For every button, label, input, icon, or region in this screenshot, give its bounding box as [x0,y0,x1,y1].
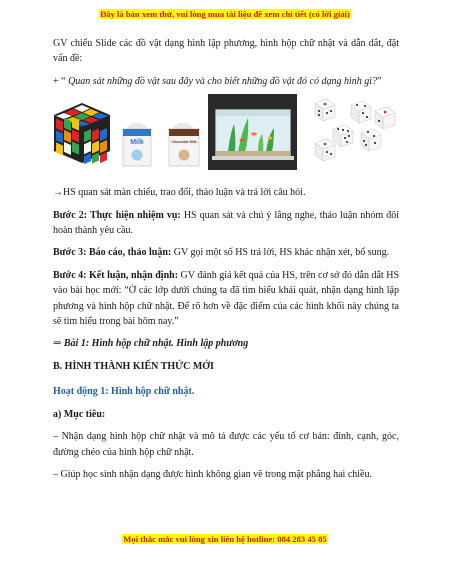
quote-close: ” [377,75,382,87]
step-3-text: GV gọi một số HS trả lời, HS khác nhận xét, bổ sung. [171,247,390,259]
intro-paragraph: GV chiếu Slide các đồ vật dạng hình lập phương, hình hộp chữ nhật và dẫn dắt, đặt vấn đề: [53,38,399,65]
objective-item-1: – Nhận dạng hình hộp chữ nhật và mô tả được các yếu tố cơ bản: đỉnh, cạnh, góc, đường chéo của hình hộp chữ nhật. [53,431,399,458]
question-text: Quan sát những đồ vật sau đây và cho biết những đồ vật đó có dạng hình gì? [65,75,378,87]
fish-tank-image [208,94,297,170]
dice-image [305,97,400,169]
preview-banner-text: Đây là bản xem thử, vui lòng mua tài liệu để xem chi tiết (có lời giải) [100,9,350,19]
preview-banner [0,9,450,19]
question-paragraph [53,74,399,89]
lesson-title-line [53,336,399,351]
hotline-banner [0,534,450,544]
objective-item-2: – Giúp học sinh nhận dạng được hình không gian vẽ trong mặt phẳng hai chiều. [53,468,372,480]
section-b-heading: B. HÌNH THÀNH KIẾN THỨC MỚI [53,360,214,372]
step-2-text: HS quan sát và chú ý lắng nghe, thảo luận nhóm đôi hoàn thành yêu cầu. [53,209,399,237]
activity-1-heading: Hoạt động 1: Hình hộp chữ nhật. [53,386,195,398]
step-4-label: Bước 4: Kết luận, nhận định: [53,269,179,281]
illustration-row [53,97,399,175]
objective-heading: a) Mục tiêu: [53,408,106,420]
lesson-title: Bài 1: Hình hộp chữ nhật. Hình lập phương [63,338,249,350]
step-4-paragraph [53,268,399,330]
step-2-paragraph [53,208,399,239]
rubik-cube-image [53,101,112,165]
step-3-paragraph [53,245,399,260]
quote-open: + “ [53,75,66,87]
document-body [53,36,399,489]
hotline-banner-text: Mọi thắc mắc vui lòng xin liên hệ hotline: 084 283 45 85 [123,534,327,544]
step-3-label: Bước 3: Báo cáo, thảo luận: [53,247,172,259]
chocolate-milk-label: Chocolate Milk [171,140,197,145]
milk-label: Milk [130,139,144,147]
implies-arrow-icon: ⇒ [53,338,64,350]
arrow-line: →HS quan sát màn chiếu, trao đổi, thảo luận và trả lời câu hỏi. [53,187,306,199]
milk-cartons-image [121,121,207,167]
step-4-text: GV đánh giá kết quả của HS, trên cơ sở đó dẫn dắt HS vào bài học mới: “Ở các lớp dưới chúng ta đã tìm hiểu khái quát, nhận dạng hình lập phương và hình hộp chữ nhật. Để rõ hơn về đặc điểm của các hình khối này chúng ta sẽ tìm hiểu trong bài hôm nay.” [53,269,400,328]
step-2-label: Bước 2: Thực hiện nhiệm vụ: [53,209,181,221]
